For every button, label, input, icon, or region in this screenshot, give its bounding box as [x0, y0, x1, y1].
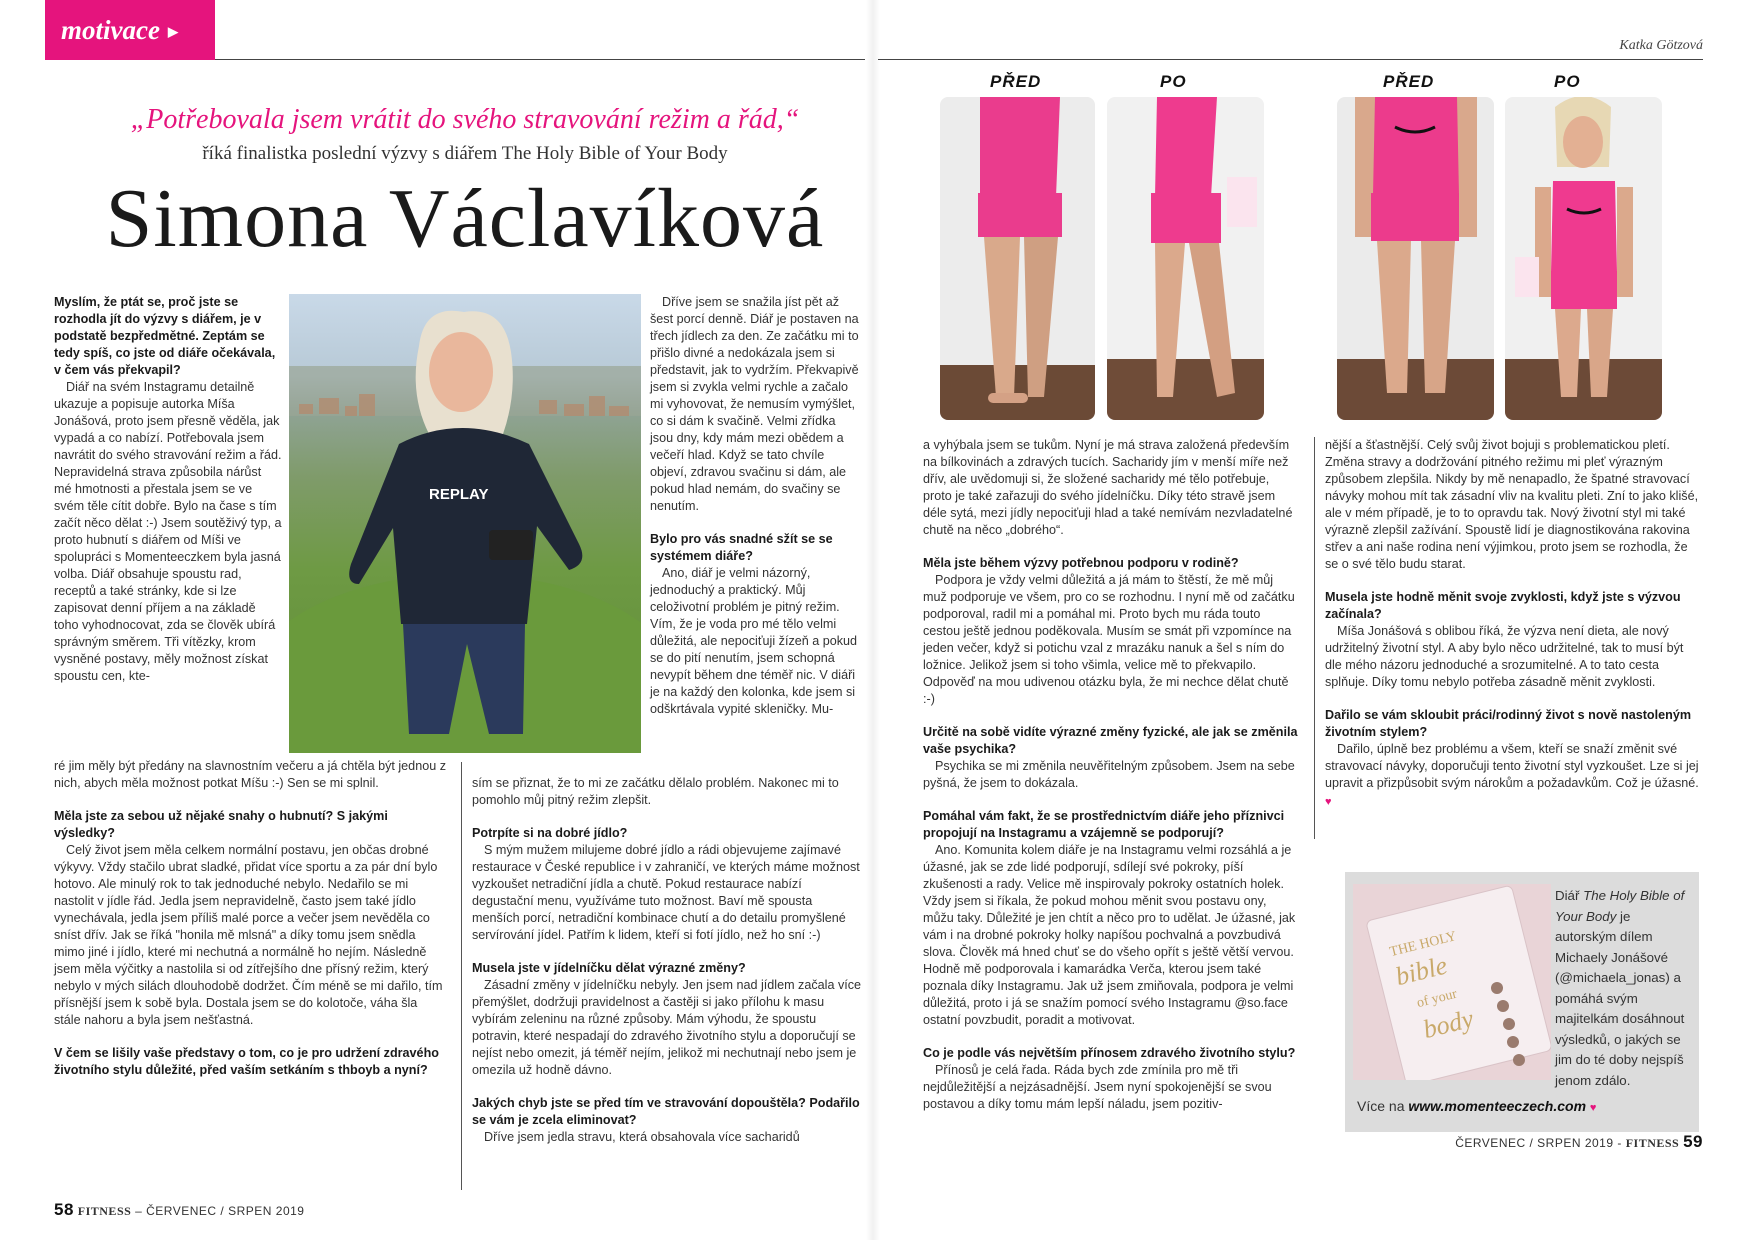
svg-text:bible: bible [1392, 950, 1451, 992]
column-right-b [1325, 437, 1699, 811]
interview-answer: Psychika se mi změnila neuvěřitelným způsobem. Jsem na sebe pyšná, že jsem to dokázala. [923, 759, 1295, 790]
svg-text:body: body [1420, 1003, 1477, 1045]
column-rule-left [461, 762, 462, 1190]
top-rule-right [878, 59, 1703, 60]
interview-question: Musela jste hodně měnit svoje zvyklosti, když jste s výzvou začínala? [1325, 590, 1681, 621]
interview-answer: sím se přiznat, že to mi ze začátku dělalo problém. Nakonec mi to pomohlo můj pitný režim zlepšit. [472, 776, 839, 807]
interview-answer: Dařilo, úplně bez problému a všem, kteří se snaží změnit své stravovací návyky, doporučuji tento životní styl vyzkoušet. Lze si jej upravit a přizpůsobit svým nárokům a požadavkům. Což je úžasné. ♥ [1325, 742, 1699, 808]
interview-answer: Dříve jsem jedla stravu, která obsahovala více sacharidů [484, 1130, 800, 1144]
interview-answer: Přínosů je celá řada. Ráda bych zde zmínila pro mě tři nejdůležitější a nejzásadnější. Jsem nyní spokojenější se svou postavou a díky tomu mám lepší náladu, jsem pozitiv- [923, 1063, 1272, 1111]
page-title: Simona Václavíková [105, 172, 825, 265]
book-cover-text: THE HOLY [1388, 929, 1459, 961]
book-image [1353, 884, 1551, 1080]
photo-after-front [1505, 97, 1662, 420]
interview-answer: Míša Jonášová s oblibou říká, že výzva není dieta, ale nový udržitelný životní styl. A aby bylo něco udržitelné, tak to musí být dle mého názoru jednoduché a srozumitelné. A to tato cesta splňuje. Díky tomu nebylo potřeba zásadně měnit zvyklosti. [1325, 624, 1684, 689]
interview-answer: Podpora je vždy velmi důležitá a já mám to štěstí, že mě můj muž podporuje ve všem, pro co se rozhodnu. I nyní mě od začátku podporoval, radil mi a pomáhal mi. Proto bych mu ráda touto cestou ještě jednou poděkovala. Musím se smát při vzpomínce na jeden večer, když si potichu vzal z mrazáku nanuk a šel s ním do ložnice. Jelikož jsem si toho všimla, velice mě to překvapilo. Odpověď na mou udivenou otázku byla, že mi nechce dělat chutě :-) [923, 573, 1295, 706]
interview-question: Měla jste během výzvy potřebnou podporu v rodině? [923, 556, 1239, 570]
caption-part-2: je autorským dílem Michaely Jonášové (@michaela_jonas) a pomáhá svým majitelkám dosáhnout výsledků, o jakých se jim do té doby nejspíš jenom zdálo. [1555, 908, 1685, 1088]
label-before-1: PŘED [990, 72, 1042, 91]
box-caption [1555, 886, 1691, 1091]
interview-answer: Diář na svém Instagramu detailně ukazuje a popisuje autorka Míša Jonášová, proto jsem přesně věděla, jak vypadá a co nabízí. Potřebovala jsem navrátit do svého stravování režim a řád. Nepravidelná strava způsobila nárůst mé hmotnosti a přestala jsem se ve svém těle cítit dobře. Bylo na čase s tím začít něco dělat :-) Jsem soutěživý typ, a proto hubnutí s diářem od Míši ve spolupráci s Momenteeczkem byla jasná volba. Diář obsahuje spoustu rad, receptů a také stránky, kde si lze zapisovat denní příjem a na základě toho vyhodnocovat, zda se člověk ubírá správným směrem. Tři vítězky, krom vysněné postavy, měly možnost získat spoustu cen, kte- [54, 380, 282, 683]
column-right-a [923, 437, 1299, 1113]
sub-quote: říká finalistka poslední výzvy s diářem The Holy Bible of Your Body [202, 143, 728, 164]
folio-left [54, 1200, 304, 1220]
column-mid-a [650, 294, 860, 718]
caption-title: The Holy Bible of Your Body [1555, 888, 1685, 924]
column-left-b [54, 758, 446, 1079]
interview-question: Pomáhal vám fakt, že se prostřednictvím diáře jeho příznivci propojují na Instagramu a vzájemně se podporují? [923, 809, 1285, 840]
interview-answer: Zásadní změny v jídelníčku nebyly. Jen jsem nad jídlem začala více přemýšlet, dodržuji pravidelnost a častěji si jako přílohu k masu vybírám zeleninu na různé způsoby. Mám výhodu, že spoustu potravin, které nespadají do zdravého životního stylu a doporučují se nejíst nebo omezit, já téměř nejím, jelikož mi nechutnají nebo jsem je omezila už hodně dávno. [472, 978, 862, 1077]
more-line [1357, 1098, 1596, 1114]
page-number: 58 [54, 1200, 74, 1219]
interview-question: Bylo pro vás snadné sžít se se systémem diáře? [650, 532, 833, 563]
interview-question: Myslím, že ptát se, proč jste se rozhodla jít do výzvy s diářem, je v podstatě bezpředmětné. Zeptám se tedy spíš, co jste od diáře očekávala, v čem vás překvapil? [54, 295, 276, 377]
issue-label-right: ČERVENEC / SRPEN 2019 - [1455, 1136, 1626, 1150]
interview-question: Potrpíte si na dobré jídlo? [472, 826, 628, 840]
section-tab[interactable] [45, 0, 215, 60]
interview-question: Dařilo se vám skloubit práci/rodinný život s nově nastoleným životním stylem? [1325, 708, 1692, 739]
top-rule-left [215, 59, 865, 60]
interview-answer: Ano, diář je velmi názorný, jednoduchý a praktický. Můj celoživotní problém je pitný režim. Vím, že je voda pro mé tělo velmi důležitá, ale nepociťuji žízeň a pokud se do pití nenutím, jsem schopná nevypít během dne téměř nic. V diáři je na každý den kolonka, kde jsem si odškrtávala vypité skleničky. Mu- [650, 566, 858, 716]
interview-question: Co je podle vás největším přínosem zdravého životního stylu? [923, 1046, 1296, 1060]
portrait-photo [289, 294, 641, 753]
interview-question: V čem se lišily vaše představy o tom, co je pro udržení zdravého životního stylu důležité, před vaším setkáním s thboyb a nyní? [54, 1046, 439, 1077]
interview-question: Určitě na sobě vidíte výrazné změny fyzické, ale jak se změnila vaše psychika? [923, 725, 1298, 756]
magazine-name-right: FITNESS [1625, 1136, 1680, 1150]
svg-text:REPLAY: REPLAY [429, 486, 489, 503]
photo-after-side [1107, 97, 1264, 420]
interview-answer: Celý život jsem měla celkem normální postavu, jen občas drobné výkyvy. Vždy stačilo ubrat sladké, přidat více sportu a za pár dní bylo hotovo. Ale minulý rok to tak jednoduché nebylo. Nedařilo se mi nastolit v jídle řád. Jedla jsem nepravidelně, často jsem také jídlo vynechávala, jedla jsem příliš malé porce a večer jsem nevěděla co sníst dřív. Jak se říká "honila mě mlsná" a díky tomu jsem snědla mimo jiné i jídlo, které mi nechutná a normálně ho nejím. Následně jsem měla výčitky a nastolila si od zítřejšího dne přísný režim, který nebylo v mých silách dlouhodobě dodržet. Čím méně se mi dařilo, tím přísnější jsem k sobě byla. Dostala jsem se do kolotoče, váha šla stále nahoru a byla jsem nešťastná. [54, 843, 443, 1027]
label-before-2: PŘED [1383, 72, 1435, 91]
interview-question: Musela jste v jídelníčku dělat výrazné změny? [472, 961, 746, 975]
interview-question: Měla jste za sebou už nějaké snahy o hubnutí? S jakými výsledky? [54, 809, 388, 840]
section-label: motivace [61, 14, 160, 45]
svg-text:of your: of your [1415, 986, 1459, 1012]
interview-question: Jakých chyb jste se před tím ve stravování dopouštěla? Podařilo se vám je zcela eliminovat? [472, 1096, 860, 1127]
magazine-name: FITNESS [77, 1204, 132, 1218]
heart-icon: ♥ [1325, 796, 1332, 808]
website-link[interactable]: www.momenteeczech.com [1408, 1098, 1587, 1114]
triangle-right-icon: ▶ [167, 24, 178, 39]
page-number-right: 59 [1683, 1132, 1703, 1151]
promo-box [1345, 872, 1699, 1132]
interview-answer: Dříve jsem se snažila jíst pět až šest porcí denně. Diář je postaven na třech jídlech za den. Ze začátku mi to přišlo divné a nedokázala jsem si představit, jak to vydržím. Překvapivě jsem si zvykla velmi rychle a začalo mi vyhovovat, že nemusím vymýšlet, co si dám k svačině. Velmi zřídka jsou dny, kdy mám mezi obědem a večeří hlad. Když se tato chvíle objeví, zdravou svačinu si dám, ale pokud hlad nemám, do svačiny se nenutím. [650, 295, 859, 513]
photo-before-front [1337, 97, 1494, 420]
issue-label: – ČERVENEC / SRPEN 2019 [131, 1204, 305, 1218]
photo-before-side [940, 97, 1095, 420]
column-rule-right [1314, 437, 1315, 839]
interview-answer: Ano. Komunita kolem diáře je na Instagramu velmi rozsáhlá a je úžasné, jak se zde lidé podporují, sdílejí své pokroky, píší zkušenosti a rady. Velice mě inspirovaly pokroky ostatních holek. Vždy jsem si říkala, že pokud mohou měnit svou postavu ony, můžu taky. Důležité je jen chtít a něco pro to udělat. Je úžasné, jak vám i na drobné pokroky holky napíšou pochvalná a povzbudivá slova. Člověk má hned chuť se do všeho opřít s ještě větší vervou. Hodně mě podporovala i kamarádka Verča, kterou jsem také poznala díky Instagramu. Jak už jsem zmiňovala, podpora je velmi důležitá, proto i já se snažím pomocí svého Instagramu @so.face ostatní povzbudit, poradit a motivovat. [923, 843, 1296, 1027]
heart-icon: ♥ [1589, 1102, 1597, 1114]
column-left-a [54, 294, 282, 685]
interview-answer: a vyhýbala jsem se tukům. Nyní je má strava založená především na bílkovinách a zdravých tucích. Sacharidy jím v menší míře než dřív, ale uvědomuji si, že složené sacharidy mé tělo potřebuje, proto je také zařazuji do svého jídelníčku. Díky této stravě jsem déle sytá, mezi jídly nepociťuji hlad a také nemívám nezvladatelné chutě na něco „dobrého“. [923, 438, 1293, 537]
interview-answer: ré jim měly být předány na slavnostním večeru a já chtěla být jednou z nich, abych měla možnost potkat Míšu :-) Sen se mi splnil. [54, 759, 446, 790]
interview-answer: nější a šťastnější. Celý svůj život bojuji s problematickou pletí. Změna stravy a dodržování pitného režimu mi pleť výrazným způsobem zlepšila. Nikdy by mě nenapadlo, že špatné stravovací návyky mohou mít tak zásadní vliv na kvalitu pleti. Zní to jako klišé, ale v mém případě, je to to opravdu tak. Nový životní styl mi také výrazně zlepšil zažívání. Spoustě lidí je diagnostikována rakovina střev a ani naše rodina není výjimkou, proto jsem se rozhodla, že se o své tělo budu starat. [1325, 438, 1699, 571]
author-credit: Katka Götzová [1619, 38, 1703, 53]
pull-quote: „Potřebovala jsem vrátit do svého stravování režim a řád,“ [130, 104, 800, 135]
more-label: Více na [1357, 1098, 1409, 1114]
column-mid-b [472, 775, 862, 1146]
folio-right [1455, 1132, 1703, 1152]
label-after-1: PO [1160, 72, 1187, 91]
interview-answer: S mým mužem milujeme dobré jídlo a rádi objevujeme zajímavé restaurace v České republice i v zahraničí, ve kterých máme možnost vyzkoušet netradiční jídla a chutě. Pokud restaurace nabízí degustační menu, využíváme tuto možnost. Baví mě spousta menších porcí, netradiční kombinace chutí a do detailu promyšlené servírování jídel. Patřím k lidem, kteří si fotí jídlo, než ho sní :-) [472, 843, 860, 942]
label-after-2: PO [1554, 72, 1581, 91]
caption-part-1: Diář [1555, 888, 1584, 903]
